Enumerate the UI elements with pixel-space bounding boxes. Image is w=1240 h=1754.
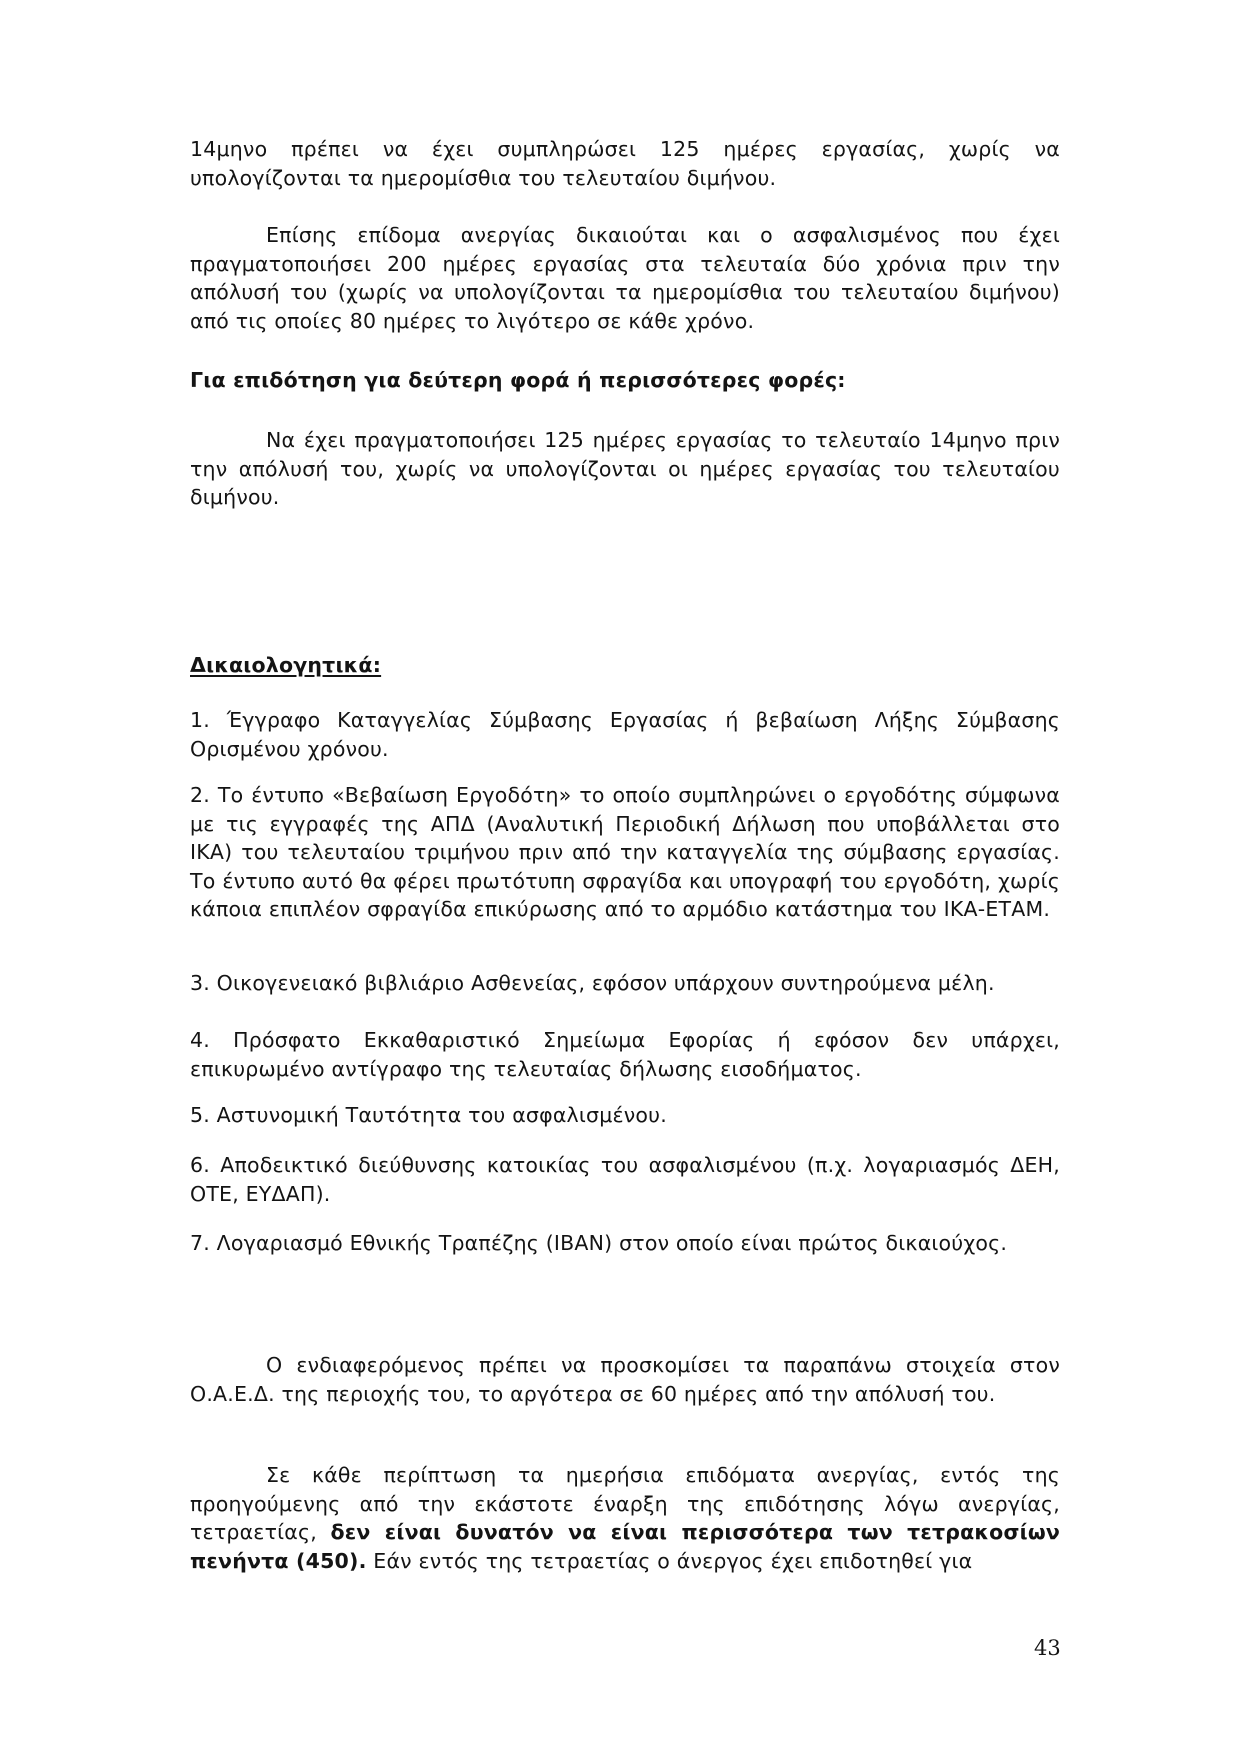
list-item-text: 6. Αποδεικτικό διεύθυνσης κατοικίας του ασφαλισμένου (π.χ. λογαριασμός ΔΕΗ, ΟΤΕ, ΕΥΔΑΠ).	[190, 1153, 1060, 1206]
list-item-2	[190, 781, 1060, 924]
list-item-4	[190, 1026, 1060, 1083]
list-item-text: 3. Οικογενειακό βιβλιάριο Ασθενείας, εφόσον υπάρχουν συντηρούμενα μέλη.	[190, 971, 995, 995]
list-item-7	[190, 1229, 1060, 1258]
list-item-5	[190, 1101, 1060, 1130]
paragraph-second-subsidy	[190, 426, 1060, 512]
list-item-text: 1. Έγγραφο Καταγγελίας Σύμβασης Εργασίας ή βεβαίωση Λήξης Σύμβασης Ορισμένου χρόνου.	[190, 708, 1060, 761]
section-heading: Δικαιολογητικά:	[190, 653, 382, 677]
paragraph-benefit-limit	[190, 1461, 1060, 1575]
paragraph-text: 14μηνο πρέπει να έχει συμπληρώσει 125 ημέρες εργασίας, χωρίς να υπολογίζονται τα ημερομίσθια του τελευταίου διμήνου.	[190, 137, 1060, 190]
heading-documents	[190, 651, 1060, 680]
paragraph-text-bold: δεν είναι δυνατόν να είναι περισσότερα των τετρακοσίων πενήντα (450).	[190, 1520, 1061, 1573]
list-item-3	[190, 969, 1060, 998]
paragraph-text	[190, 1461, 1060, 1575]
paragraph-text-normal: Σε κάθε περίπτωση τα ημερήσια επιδόματα ανεργίας, εντός της προηγούμενης από την εκάστοτε έναρξη της επιδότησης λόγω ανεργίας, τετραετίας,	[190, 1463, 1060, 1544]
paragraph-continuation	[190, 135, 1060, 192]
paragraph-text: Ο ενδιαφερόμενος πρέπει να προσκομίσει τα παραπάνω στοιχεία στον Ο.Α.Ε.Δ. της περιοχής του, το αργότερα σε 60 ημέρες από την απόλυσή του.	[190, 1353, 1060, 1406]
section-heading: Για επιδότηση για δεύτερη φορά ή περισσότερες φορές:	[190, 368, 846, 392]
paragraph-text: Να έχει πραγματοποιήσει 125 ημέρες εργασίας το τελευταίο 14μηνο πριν την απόλυσή του, χωρίς να υπολογίζονται οι ημέρες εργασίας του τελευταίου διμήνου.	[190, 428, 1060, 509]
page-number: 43	[1034, 1636, 1061, 1660]
heading-second-subsidy	[190, 366, 1060, 395]
list-item-text: 2. Το έντυπο «Βεβαίωση Εργοδότη» το οποίο συμπληρώνει ο εργοδότης σύμφωνα με τις εγγραφές της ΑΠΔ (Αναλυτική Περιοδική Δήλωση που υποβάλλεται στο ΙΚΑ) του τελευταίου τριμήνου πριν από την καταγγελία της σύμβασης εργασίας. Το έντυπο αυτό θα φέρει πρωτότυπη σφραγίδα και υπογραφή του εργοδότη, χωρίς κάποια επιπλέον σφραγίδα επικύρωσης από το αρμόδιο κατάστημα του ΙΚΑ-ΕΤΑΜ.	[190, 783, 1060, 921]
list-item-text: 7. Λογαριασμό Εθνικής Τραπέζης (IBAN) στον οποίο είναι πρώτος δικαιούχος.	[190, 1231, 1008, 1255]
paragraph-unemployment-eligibility	[190, 221, 1060, 335]
list-item-text: 4. Πρόσφατο Εκκαθαριστικό Σημείωμα Εφορίας ή εφόσον δεν υπάρχει, επικυρωμένο αντίγραφο της τελευταίας δήλωσης εισοδήματος.	[190, 1028, 1060, 1081]
paragraph-text: Επίσης επίδομα ανεργίας δικαιούται και ο ασφαλισμένος που έχει πραγματοποιήσει 200 ημέρες εργασίας στα τελευταία δύο χρόνια πριν την απόλυσή του (χωρίς να υπολογίζονται τα ημερομίσθια του τελευταίου διμήνου) από τις οποίες 80 ημέρες το λιγότερο σε κάθε χρόνο.	[190, 223, 1060, 333]
list-item-6	[190, 1151, 1060, 1208]
list-item-1	[190, 706, 1060, 763]
list-item-text: 5. Αστυνομική Ταυτότητα του ασφαλισμένου.	[190, 1103, 667, 1127]
paragraph-text-normal: Εάν εντός της τετραετίας ο άνεργος έχει επιδοτηθεί για	[366, 1548, 973, 1573]
paragraph-submission-deadline	[190, 1351, 1060, 1408]
